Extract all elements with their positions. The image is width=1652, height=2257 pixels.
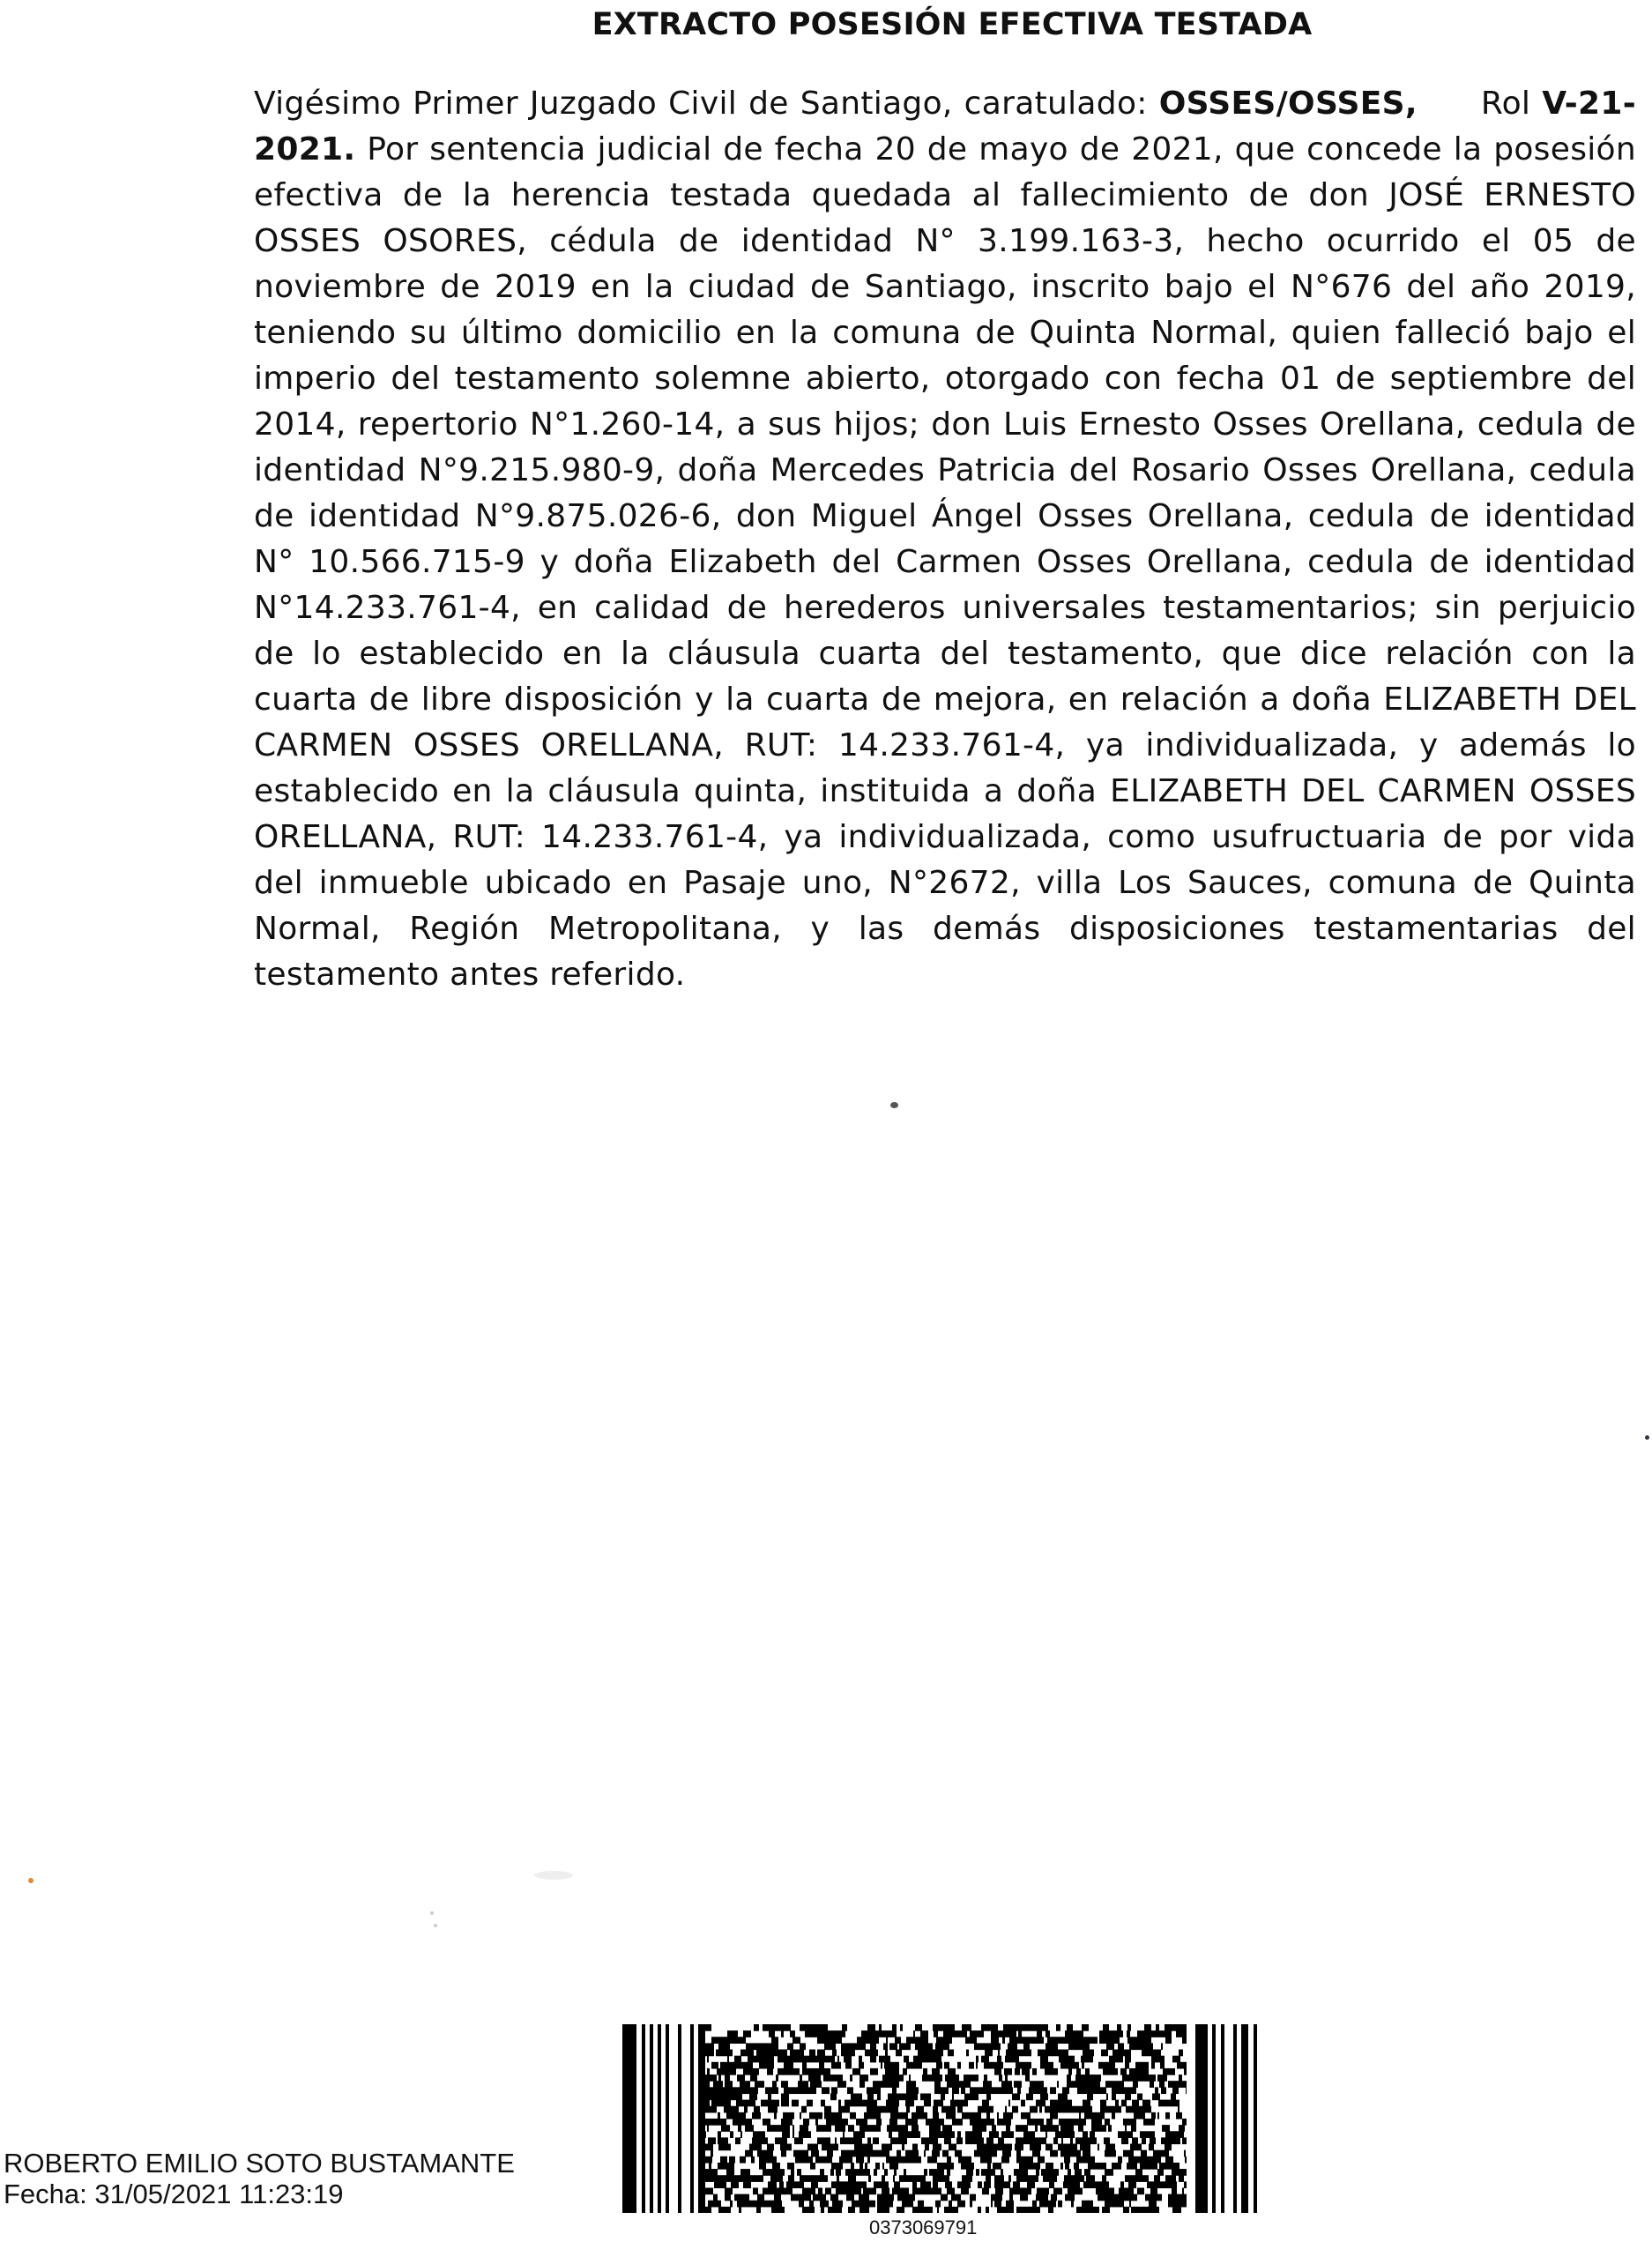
pdf417-barcode — [622, 2024, 1261, 2245]
rol-label: Rol — [1480, 86, 1543, 122]
scan-speck — [890, 1102, 898, 1108]
scan-speck — [534, 1871, 573, 1880]
signer-name: ROBERTO EMILIO SOTO BUSTAMANTE — [4, 2148, 515, 2179]
scan-speck — [430, 1911, 434, 1915]
scan-speck — [28, 1878, 33, 1883]
signature-date: Fecha: 31/05/2021 11:23:19 — [4, 2179, 344, 2209]
body-paragraph: Por sentencia judicial de fecha 20 de mayo de 2021, que concede la posesión efectiva de la herencia testada quedada al fallecimiento de don JOSÉ ERNESTO OSSES OSORES, cédula de identidad N° 3.199.163-3, hecho ocurrido el 05 de noviembre de 2019 en la ciudad de Santiago, inscrito bajo el N°676 del año 2019, teniendo su último domicilio en la comuna de Quinta Normal, quien falleció bajo el imperio del testamento solemne abierto, otorgado con fecha 01 de septiembre del 2014, repertorio N°1.260-14, a sus hijos; don Luis Ernesto Osses Orellana, cedula de identidad N°9.215.980-9, doña Mercedes Patricia del Rosario Osses Orellana, cedula de identidad N°9.875.026-6, don Miguel Ángel Osses Orellana, cedula de identidad N° 10.566.715-9 y doña Elizabeth del Carmen Osses Orellana, cedula de identidad N°14.233.761-4, en calidad de herederos universales testamentarios; sin perjuicio de lo establecido en la cláusula cuarta del testamento, que dice relación con la cuarta de libre disposición y la cuarta de mejora, en relación a doña ELIZABETH DEL CARMEN OSSES ORELLANA, RUT: 14.233.761-4, ya individualizada, y además lo establecido en la cláusula quinta, instituida a doña ELIZABETH DEL CARMEN OSSES ORELLANA, RUT: 14.233.761-4, ya individualizada, como usufructuaria de por vida del inmueble ubicado en Pasaje uno, N°2672, villa Los Sauces, comuna de Quinta Normal, Región Metropolitana, y las demás disposiciones testamentarias del testamento antes referido. — [254, 131, 1636, 993]
scan-speck — [434, 1924, 437, 1927]
rol-number: V-21-2021. — [254, 86, 1636, 168]
scan-speck — [1645, 1435, 1649, 1440]
case-name: OSSES/OSSES, — [1158, 86, 1418, 122]
document-title: EXTRACTO POSESIÓN EFECTIVA TESTADA — [592, 7, 1313, 42]
signature-block — [4, 2148, 515, 2209]
document-body — [254, 81, 1636, 998]
barcode-number: 0373069791 — [869, 2216, 978, 2238]
court-name: Vigésimo Primer Juzgado Civil de Santiago, caratulado: — [254, 86, 1159, 122]
